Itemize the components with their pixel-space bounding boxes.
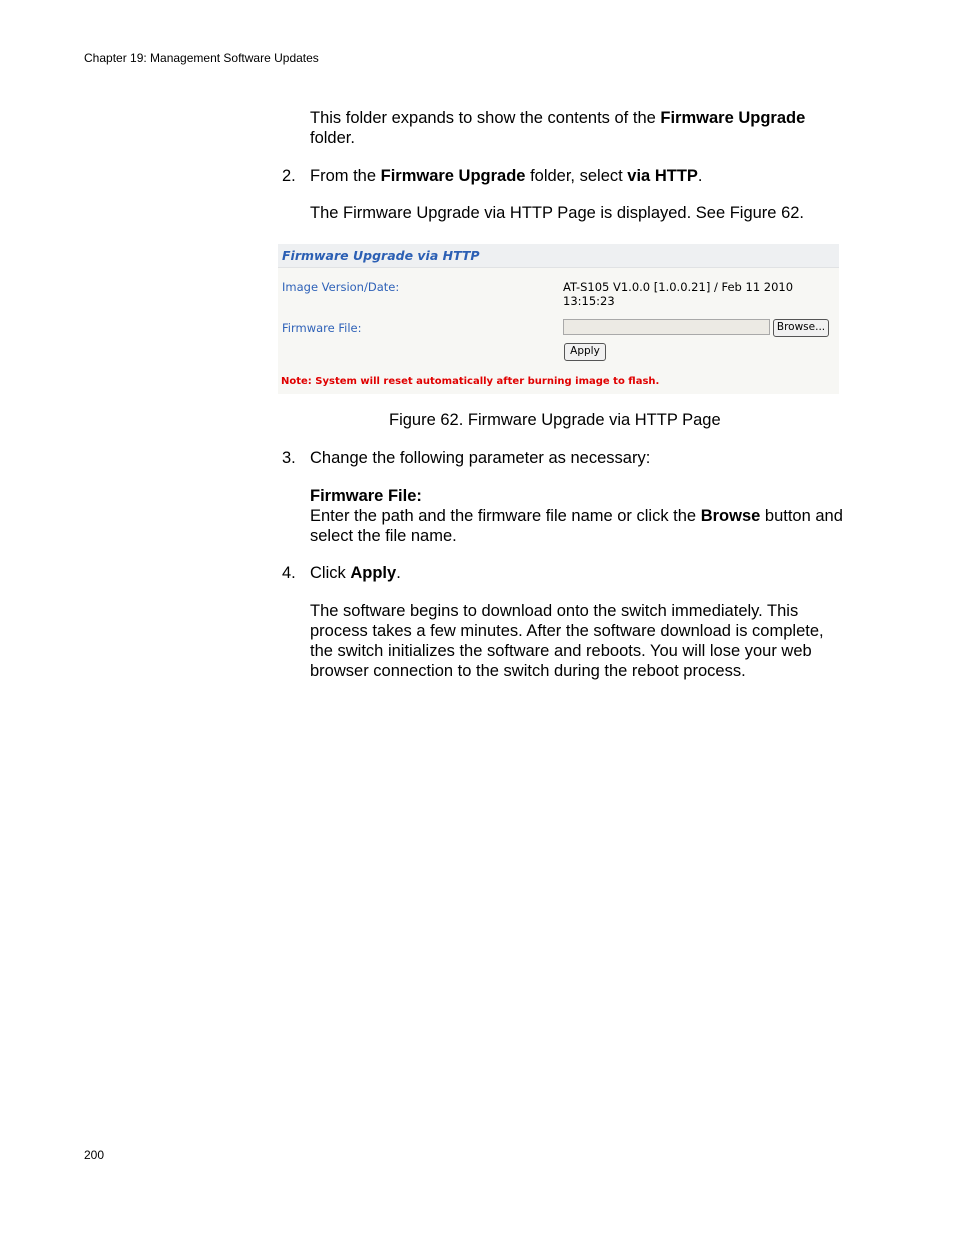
step-text: From the <box>310 167 381 185</box>
parameter-description <box>310 486 850 546</box>
figure-caption: Figure 62. Firmware Upgrade via HTTP Page <box>389 411 721 429</box>
step-text: . <box>697 167 703 185</box>
intro-paragraph <box>310 108 850 148</box>
step-number: 2. <box>282 167 296 185</box>
browse-button[interactable]: Browse... <box>773 319 829 337</box>
intro-text-end: folder. <box>310 129 355 147</box>
step-text: Click <box>310 564 351 582</box>
step-text: Change the following parameter as necessary: <box>310 449 651 467</box>
figure-title-bar <box>278 244 839 268</box>
apply-button[interactable]: Apply <box>564 343 606 361</box>
step-text: folder, select <box>525 167 628 185</box>
step-number: 3. <box>282 449 296 467</box>
parameter-text: Enter the path and the firmware file name or click the <box>310 507 701 525</box>
intro-bold: Firmware Upgrade <box>660 109 806 127</box>
step-bold: Firmware Upgrade <box>380 167 526 185</box>
image-version-label: Image Version/Date: <box>282 280 400 294</box>
step-number: 4. <box>282 564 296 582</box>
figure-screenshot <box>278 244 839 394</box>
parameter-bold: Browse <box>700 507 761 525</box>
step-bold: via HTTP <box>627 167 698 185</box>
page-number: 200 <box>84 1148 105 1162</box>
image-version-value: AT-S105 V1.0.0 [1.0.0.21] / Feb 11 2010 13:15:23 <box>563 280 794 308</box>
step-bold: Apply <box>350 564 397 582</box>
step-4 <box>282 563 852 583</box>
intro-text: This folder expands to show the contents of the <box>310 109 661 127</box>
parameter-title: Firmware File: <box>310 487 422 505</box>
step-2-result: The Firmware Upgrade via HTTP Page is displayed. See Figure 62. <box>310 204 805 222</box>
reset-note: Note: System will reset automatically after burning image to flash. <box>281 376 660 387</box>
running-header: Chapter 19: Management Software Updates <box>84 51 319 65</box>
step-text: . <box>396 564 401 582</box>
step-2 <box>282 166 852 186</box>
firmware-file-label: Firmware File: <box>282 321 362 335</box>
firmware-file-input[interactable] <box>563 319 770 335</box>
parameter-text-end: button and select the file name. <box>310 507 843 545</box>
figure-title: Firmware Upgrade via HTTP <box>282 248 480 263</box>
step-4-result: The software begins to download onto the switch immediately. This process takes a few minutes. After the software download is complete, the switch initializes the software and reboots. You will lose your web browser connection to the switch during the reboot process. <box>310 602 824 680</box>
step-3 <box>282 448 852 468</box>
